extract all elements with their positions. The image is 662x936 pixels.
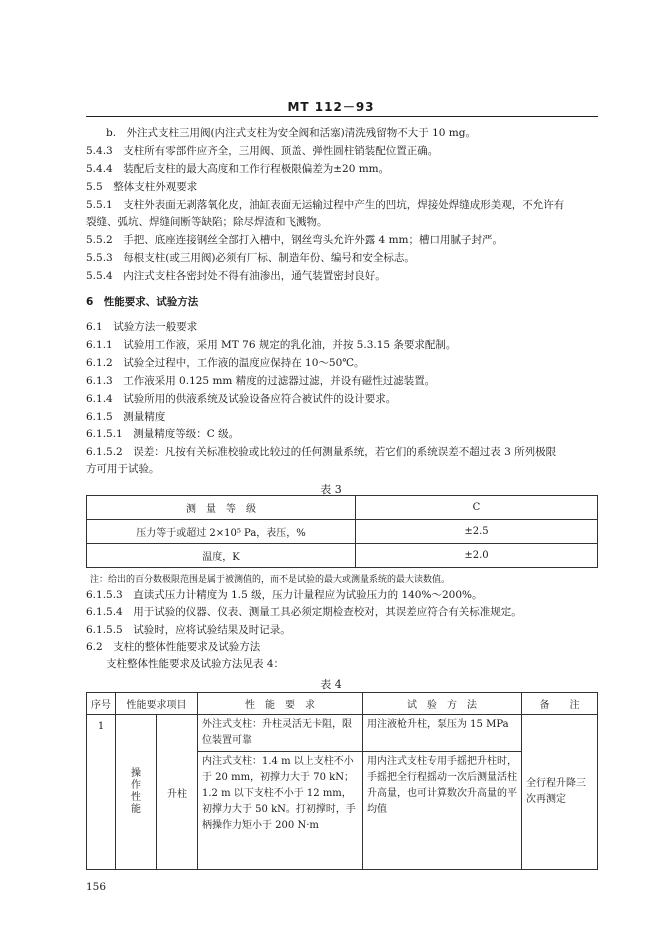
header-rule (86, 116, 598, 117)
clause-6-2-intro: 支柱整体性能要求及试验方法见表 4： (106, 658, 285, 670)
table4-header-no: 序号 (87, 693, 116, 715)
table3-row-temperature-label: 温度，K (87, 544, 356, 568)
clause-6-1-1: 6.1.1 试验用工作液，采用 MT 76 规定的乳化油，并按 5.3.15 条要求配制。 (86, 339, 457, 351)
section-6-title: 6 性能要求、试验方法 (86, 296, 199, 308)
clause-6-1-5-4: 6.1.5.4 用于试验的仪器、仪表、测量工具必须定期检查校对，其误差应符合有关标准规定。 (86, 606, 522, 618)
clause-6-1-5-2-line2: 方可用于试验。 (86, 463, 160, 475)
table3-row-pressure-label: 压力等于或超过 2×10⁵ Pa，表压，% (87, 520, 356, 544)
clause-6-1-5-1: 6.1.5.1 测量精度等级：C 级。 (86, 428, 240, 440)
clause-5-4-3: 5.4.3 支柱所有零部件应齐全，三用阀、顶盖、弹性圆柱销装配位置正确。 (86, 145, 439, 157)
table4-header-item: 性能要求项目 (116, 693, 198, 715)
item-b: b. 外注式支柱三用阀(内注式支柱为安全阀和活塞)清洗残留物不大于 10 mg。 (106, 127, 476, 139)
table4-row1-category-cell (116, 715, 157, 870)
table4-row1-remark: 全行程升降三次再测定 (526, 778, 586, 805)
table4-header-remark: 备 注 (522, 693, 598, 715)
table4-row1-item: 升柱 (157, 715, 198, 870)
table4 (86, 692, 598, 870)
table3-row-temperature-value: ±2.0 (356, 544, 598, 568)
table4-header-requirement: 性 能 要 求 (198, 693, 363, 715)
table3-header-level: 测 量 等 级 (87, 496, 356, 520)
clause-5-5-1-line2: 裂缝、弧坑、焊缝间断等缺陷；除尽焊渣和飞溅物。 (86, 216, 328, 228)
table4-row1-category: 操作性能 (131, 768, 141, 815)
table3-caption: 表 3 (320, 483, 342, 496)
table4-row1-req1: 外注式支柱：升柱灵活无卡阻，限位装置可靠 (202, 719, 352, 746)
clause-6-1-5-5: 6.1.5.5 试验时，应将试验结果及时记录。 (86, 624, 291, 636)
table3 (86, 495, 598, 568)
table4-row1-req1-cell (198, 715, 363, 752)
standard-header: MT 112－93 (287, 100, 375, 114)
clause-6-1-3: 6.1.3 工作液采用 0.125 mm 精度的过滤器过滤，并设有磁性过滤装置。 (86, 375, 436, 387)
clause-5-5-4: 5.5.4 内注式支柱各密封处不得有油渗出，通气装置密封良好。 (86, 270, 386, 282)
table4-row1-method2-cell (363, 752, 522, 870)
table4-row1-req2-cell (198, 752, 363, 870)
clause-5-5-1-line1: 5.5.1 支柱外表面无剥落氧化皮，油缸表面无运输过程中产生的凹坑，焊接处焊缝成形美观，不允许有 (86, 199, 565, 211)
table4-row1-no: 1 (87, 715, 116, 870)
table3-note: 注：给出的百分数极限范围是属于被测值的，而不是试验的最大或测量系统的最大读数值。 (90, 575, 451, 585)
clause-6-2: 6.2 支柱的整体性能要求及试验方法 (86, 641, 261, 653)
clause-6-1-2: 6.1.2 试验全过程中，工作液的温度应保持在 10～50℃。 (86, 357, 365, 369)
clause-6-1: 6.1 试验方法一般要求 (86, 321, 198, 333)
table4-row1-method1: 用注液枪升柱，泵压为 15 MPa (367, 719, 509, 730)
clause-5-5: 5.5 整体支柱外观要求 (86, 181, 198, 193)
clause-5-5-2: 5.5.2 手把、底座连接钢丝全部打入槽中，钢丝弯头允许外露 4 mm；槽口用腻子封严。 (86, 234, 503, 246)
table3-row-pressure-value: ±2.5 (356, 520, 598, 544)
clause-6-1-5-3: 6.1.5.3 直读式压力计精度为 1.5 级，压力计量程应为试验压力的 140%～200%。 (86, 589, 483, 601)
table4-row1-req2: 内注式支柱：1.4 m 以上支柱不小于 20 mm，初撑力大于 70 kN；1.2 m 以下支柱不小于 12 mm，初撑力大于 50 kN。打初撑时，手柄操作力矩小于 200 N·m (202, 756, 356, 831)
clause-6-1-5: 6.1.5 测量精度 (86, 411, 166, 423)
table3-header-c: C (356, 496, 598, 520)
clause-5-4-4: 5.4.4 装配后支柱的最大高度和工作行程极限偏差为±20 mm。 (86, 163, 390, 175)
table4-row1-method2: 用内注式支柱专用手摇把升柱时，手摇把全行程摇动一次后测量活柱升高量，也可计算数次升高量的平均值 (367, 756, 517, 815)
table4-header-method: 试 验 方 法 (363, 693, 522, 715)
clause-5-5-3: 5.5.3 每根支柱(或三用阀)必须有厂标、制造年份、编号和安全标志。 (86, 252, 415, 264)
table4-row1-method1-cell (363, 715, 522, 752)
table4-row1-remark-cell (522, 715, 598, 870)
clause-6-1-5-2-line1: 6.1.5.2 误差：凡按有关标准校验或比较过的任何测量系统，若它们的系统误差不超过表 3 所列极限 (86, 446, 557, 458)
table4-caption: 表 4 (320, 678, 342, 691)
clause-6-1-4: 6.1.4 试验所用的供液系统及试验设备应符合被试件的设计要求。 (86, 393, 397, 405)
page-number: 156 (86, 881, 107, 893)
